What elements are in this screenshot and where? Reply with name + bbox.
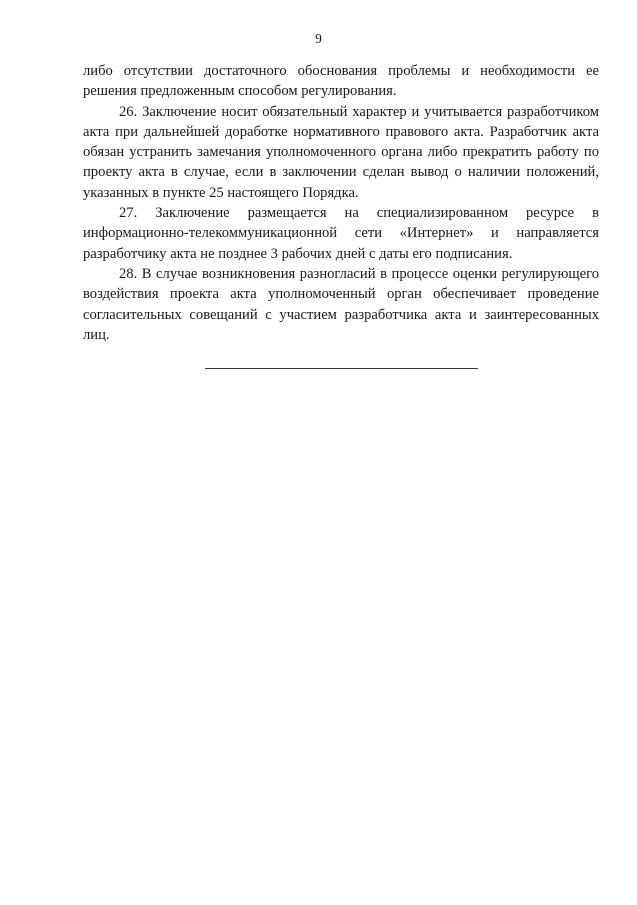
paragraph-continuation: либо отсутствии достаточного обоснования проблемы и необходимости ее решения предложенным способом регулирования. [83, 63, 599, 100]
paragraph-item-27: 27. Заключение размещается на специализированном ресурсе в информационно-телекоммуникационной сети «Интернет» и направляется разработчику акта не позднее 3 рабочих дней с даты его подписания. [83, 205, 599, 262]
paragraph-item-26: 26. Заключение носит обязательный характер и учитывается разработчиком акта при дальнейшей доработке нормативного правового акта. Разработчик акта обязан устранить замечания уполномоченного органа либо прекратить работу по проекту акта в случае, если в заключении сделан вывод о наличии положений, указанных в пункте 25 настоящего Порядка. [83, 103, 599, 201]
document-body [83, 61, 599, 345]
page-number: 9 [315, 31, 322, 46]
paragraph-item-28: 28. В случае возникновения разногласий в процессе оценки регулирующего воздействия проекта акта уполномоченный орган обеспечивает проведение согласительных совещаний с участием разработчика акта и заинтересованных лиц. [83, 265, 599, 343]
end-of-text-divider [205, 368, 478, 369]
